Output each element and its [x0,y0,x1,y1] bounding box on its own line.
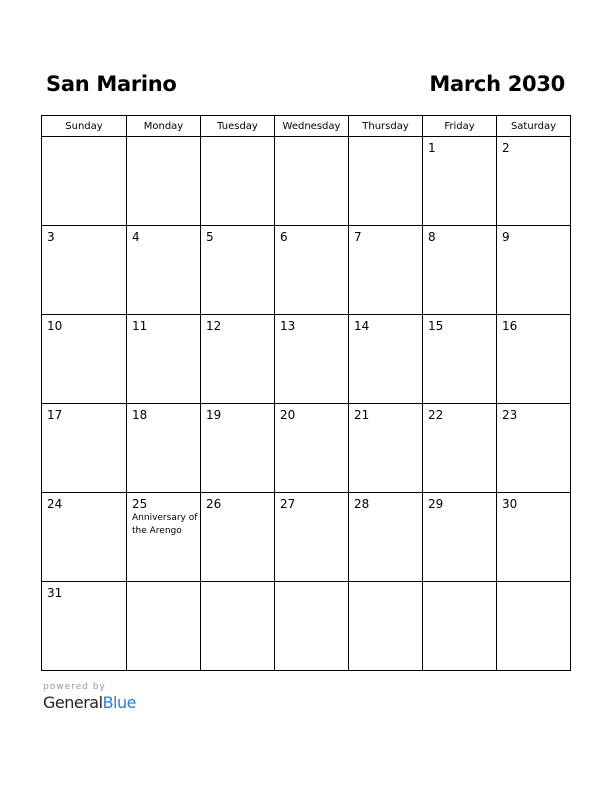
day-cell [497,582,571,671]
holiday-label: Anniversary of the Arengo [132,513,198,536]
day-number: 7 [354,230,362,244]
day-number: 26 [206,497,222,511]
day-cell [127,226,201,315]
weekday-saturday: Saturday [497,116,571,137]
day-cell [275,226,349,315]
week-row [42,582,571,671]
day-cell [127,315,201,404]
weekday-tuesday: Tuesday [201,116,275,137]
country-title: San Marino [46,72,177,96]
day-cell [423,582,497,671]
day-number: 23 [502,408,518,422]
day-cell [275,493,349,582]
day-cell [349,582,423,671]
day-cell [349,315,423,404]
day-cell [42,493,127,582]
calendar-header [46,70,565,98]
day-cell [201,226,275,315]
day-cell [201,404,275,493]
day-number: 5 [206,230,214,244]
day-cell [423,404,497,493]
day-cell [349,226,423,315]
day-number [127,137,200,141]
footer-branding [43,682,136,712]
day-cell [127,582,201,671]
day-cell [275,582,349,671]
day-cell [423,493,497,582]
day-number: 15 [428,319,444,333]
day-cell [275,137,349,226]
day-number: 22 [428,408,444,422]
day-cell [42,226,127,315]
day-number: 10 [47,319,63,333]
day-number: 31 [47,586,63,600]
day-cell-holiday [127,493,201,582]
day-cell [201,493,275,582]
day-cell [423,226,497,315]
day-cell [42,582,127,671]
day-cell [497,226,571,315]
brand-blue: Blue [102,693,136,712]
day-number: 27 [280,497,296,511]
day-number: 11 [132,319,148,333]
weekday-sunday: Sunday [42,116,127,137]
day-cell [201,582,275,671]
day-number: 21 [354,408,370,422]
day-number: 30 [502,497,518,511]
day-cell [349,404,423,493]
day-cell [127,137,201,226]
day-number: 13 [280,319,296,333]
day-number: 2 [502,141,510,155]
day-number: 12 [206,319,222,333]
day-number: 20 [280,408,296,422]
day-number: 9 [502,230,510,244]
day-cell [497,404,571,493]
day-number [201,582,274,586]
week-row [42,137,571,226]
weekday-header-row [42,116,571,137]
day-cell [349,137,423,226]
day-number: 28 [354,497,370,511]
month-calendar [41,115,571,671]
day-cell [349,493,423,582]
day-cell [127,404,201,493]
brand-logo [43,693,136,712]
day-number: 8 [428,230,436,244]
day-number: 16 [502,319,518,333]
day-cell [42,137,127,226]
day-cell [275,404,349,493]
day-number: 14 [354,319,370,333]
day-number: 3 [47,230,55,244]
day-cell [42,404,127,493]
day-cell [275,315,349,404]
week-row [42,315,571,404]
week-row [42,493,571,582]
day-cell [42,315,127,404]
day-number: 25 [132,497,148,511]
day-cell [423,137,497,226]
day-number [423,582,496,586]
day-cell [201,315,275,404]
weekday-monday: Monday [127,116,201,137]
day-cell [497,493,571,582]
day-cell [201,137,275,226]
day-number [497,582,570,586]
day-number [349,582,422,586]
week-row [42,404,571,493]
day-number [127,582,200,586]
day-number: 29 [428,497,444,511]
day-number: 1 [428,141,436,155]
day-number: 19 [206,408,222,422]
day-number [201,137,274,141]
month-title: March 2030 [429,72,565,96]
week-row [42,226,571,315]
day-cell [497,315,571,404]
weekday-friday: Friday [423,116,497,137]
powered-by-text: powered by [43,682,106,692]
day-cell [423,315,497,404]
day-number: 4 [132,230,140,244]
day-cell [497,137,571,226]
day-number: 18 [132,408,148,422]
day-number [275,582,348,586]
weekday-thursday: Thursday [349,116,423,137]
day-number [42,137,126,141]
day-number: 6 [280,230,288,244]
weekday-wednesday: Wednesday [275,116,349,137]
brand-general: General [43,693,103,712]
day-number [349,137,422,141]
day-number: 24 [47,497,63,511]
day-number: 17 [47,408,63,422]
day-number [275,137,348,141]
